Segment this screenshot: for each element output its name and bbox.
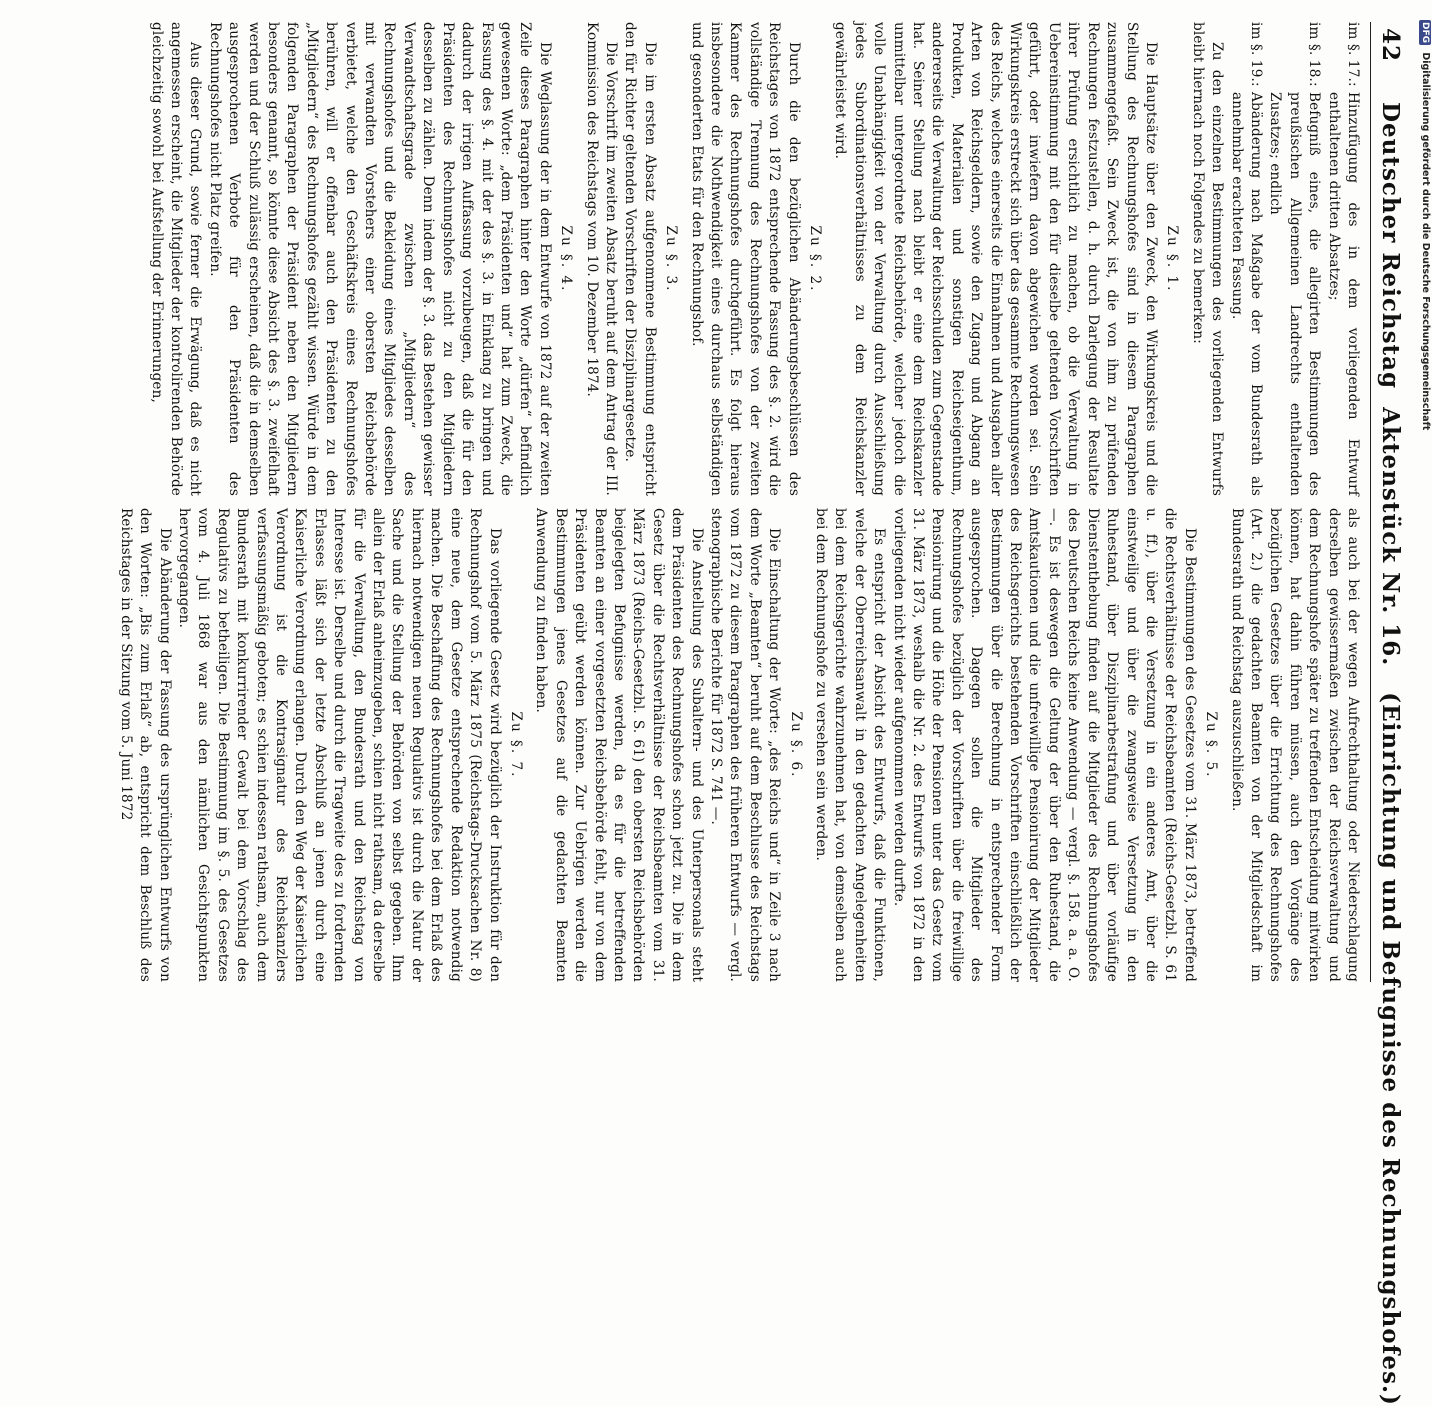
page-number: 42 [1377,28,1404,63]
section-heading: Zu §. 5. [1203,711,1220,779]
paragraph: Die Vorschrift im zweiten Absatz beruht auf dem Antrag der III. Kommission des Reichstags vom 10. Dezember 1874. [583,22,619,496]
section-heading: Zu §. 1. [1164,225,1181,293]
paragraph: Aus dieser Grund, sowie ferner die Erwägung, daß es nicht angemessen erscheint, die Mitglieder der kontrolirenden Behörde gleichzeitig sowohl bei Aufstellung der Erinnerungen, [148,22,204,496]
paragraph: Zu den einzelnen Bestimmungen des vorliegenden Entwurfs bleibt hiernach noch Folgendes zu bemerken: [1189,22,1226,496]
list-item [1265,22,1323,496]
paragraph: Die Hauptsätze über den Zweck, den Wirkungskreis und die Stellung des Rechnungshofes sind in diesem Paragraphen zusammengefaßt. Sein Zweck ist, die von ihm zu prüfenden Rechnungen festzustellen, d. h. durch Darlegung der Resultate ihrer Prüfung ersichtlich zu machen, ob die Verwaltung in Uebereinstimmung mit den für dieselbe geltenden Vorschriften geführt, oder inwiefern davon abgewichen worden sei. Sein Wirkungskreis erstreckt sich über das gesammte Rechnungswesen des Reichs, welches einerseits die Einnahmen und Ausgaben aller Arten von Reichsgeldern, sowie den Zugang und Abgang an Produkten, Materialien und sonstigen Reichseigenthum, andererseits die Verwaltung der Reichsschulden zum Gegenstande hat. Seiner Stellung nach bleibt er eine dem Reichskanzler unmittelbar untergeordnete Reichsbehörde, welcher jedoch die volle Unabhängigkeit von der Verwaltung durch Ausschließung jedes Subordinationsverhältnisses zu dem Reichskanzler gewährleistet wird. [832,22,1159,496]
paragraph: Die Einschaltung der Worte: „des Reichs und“ in Zeile 3 nach dem Worte „Beamten“ beruht auf dem Beschlusse des Reichstags vom 1872 zu diesem Paragraphen des früheren Entwurfs — vergl. stenographische Berichte für 1872 S. 741 —. [708,508,783,982]
credit-text: Digitalisierung gefördert durch die Deutsche Forschungsgemeinschaft [1420,52,1431,431]
paragraph: Die im ersten Absatz aufgenommene Bestimmung entspricht den für Richter geltenden Vorschriften der Disziplinargesetze. [622,22,658,496]
paragraph: Die Abänderung der Fassung des ursprünglichen Entwurfs von den Worten: „Bis zum Erlaß“ ab, entspricht dem Beschluß des Reichstages in der Sitzung vom 5. Juni 1872 [117,508,173,982]
paragraph: Es entspricht der Absicht des Entwurfs, daß die Funktionen, welche der Oberreichsanwalt in den gedachten Angelegenheiten bei dem Reichsgerichte wahrzunehmen hat, von demselben auch bei dem Rechnungshofe zu versehen sein werden. [813,508,888,982]
paragraph: Das vorliegende Gesetz wird bezüglich der Instruktion für den Rechnungshof vom 5. März 1875 (Reichstags-Drucksachen Nr. 8) eine neue, dem Gesetze entsprechende Redaktion notwendig machen. Die Beschaffung des Rechnungshofes bei dem Erlaß des hiernach notwendigen neuen Regulativs ist durch die Natur der Sache und die Stellung der Behörden von selbst gegeben. Ihm allein der Erlaß anheimzugeben, schien nicht rathsam, da derselbe für die Verwaltung, den Bundesrath und den Reichstag von Interesse ist. Derselbe und durch die Tragweite des zu fordernden Erlasses läßt sich der letzte Abschluß an jenen durch eine Kaiserliche Verordnung erlangen. Durch den Weg der Kaiserlichen Verordnung ist die Kontrasignatur des Reichskanzlers verfassungsmäßig geboten; es schien indessen rathsam, auch dem Bundesrath mit konkurrirender Gewalt bei dem Vorschlag des Regulativs zu betheiligen. Die Bestimmung im §. 5. des Gesetzes vom 4. Juli 1868 war aus den nämlichen Gesichtspunkten hervorgegangen. [176,508,503,982]
list-text: Hinzufügung des in dem vorliegenden Entwurf enthaltenen dritten Absatzes; [1325,92,1361,496]
section-heading: Zu §. 7. [507,711,524,779]
digitization-credit [1419,20,1431,430]
section-title: (Einrichtung und Befugnisse des Rechnungshofes.) [1377,692,1404,1406]
section-heading: Zu §. 3. [663,225,680,293]
list-key: im §. 17.: [1345,22,1361,87]
section-heading: Zu §. 6. [787,711,804,779]
paragraph: als auch bei der wegen Aufrechthaltung oder Niederschlagung derselben gewissermaßen zwischen der Reichsverwaltung und dem Rechnungshofe später zu treffenden Entscheidung mitwirken können, hat dahin führen müssen, auch den Vorgänge des bezüglichen Gesetzes über die Errichtung des Rechnungshofes (Art. 2.) die gedachten Beamten von der Mitgliedschaft im Bundesrath und Reichstag auszuschließen. [1228,508,1361,982]
document-number: Aktenstück Nr. 16. [1377,407,1404,667]
running-title: Deutscher Reichstag [1377,102,1404,390]
rotated-document-page [15,12,1410,1406]
paragraph: Die Weglassung der in dem Entwurfe von 1872 auf der zweiten Zeile dieses Paragraphen hinter den Worte „dürfen“ befindlich gewesenen Worte: „dem Präsidenten und“ hat zum Zweck, die Fassung des §. 4. mit der des §. 3. in Einklang zu bringen und dadurch der irrigen Auffassung vorzubeugen, daß die für den Präsidenten des Rechnungshofes nicht zu den Mitgliedern desselben zu zählen. Denn indem der §. 3. das Bestehen gewisser Verwandtschaftsgrade zwischen „Mitgliedern“ des Rechnungshofes und die Bekleidung eines Mitgliedes desselben mit verwandten Vorstehers einer obersten Reichsbehörde verbietet, welche den Geschäftskreis eines Rechnungshofes berühren, will er offenbar auch den Präsidenten zu den „Mitgliedern“ des Rechnungshofes gezählt wissen. Würde in dem folgenden Paragraphen der Präsident neben den Mitgliedern besonders genannt, so könnte diese Absicht des §. 3. zweifelhaft werden und der Schluß zulässig erscheinen, daß die in demselben ausgesprochenen Verbote für den Präsidenten des Rechnungshofes nicht Platz greifen. [206,22,553,496]
column-left [52,22,1362,496]
dfg-logo: DFG [1420,22,1430,44]
section-heading: Zu §. 2. [807,225,824,293]
list-text: Abänderung nach Maßgabe der vom Bundesrath als annehmbar erachteten Fassung. [1228,92,1264,496]
paragraph: Die Bestimmungen des Gesetzes vom 31. März 1873, betreffend die Rechtsverhältnisse der Reichsbeamten (Reichs-Gesetzbl. S. 61 u. ff.), über die Versetzung in ein anderes Amt, über die einstweilige und über die zwangsweise Versetzung in den Ruhestand, über Disziplinarbestrafung und über vorläufige Dienstenthebung finden auf die Mitglieder des Rechnungshofes des Deutschen Reichs keine Anwendung — vergl. §. 158. a. a. O. —. Es ist deswegen die Geltung der über den Ruhestand, die Amtskautionen und die unfreiwillige Pensionirung der Mitglieder des Reichsgerichts bestehenden Vorschriften einschließlich der Bestimmungen über die Berechnung in entsprechender Form ausgesprochen. Dagegen sollen die Mitglieder des Rechnungshofes bezüglich der Vorschriften über die freiwillige Pensionirung und die Höhe der Pensionen unter das Gesetz vom 31. März 1873, weshalb die Nr. 2. des Entwurfs von 1872 in den vorliegenden nicht wieder aufgenommen werden durfte. [890,508,1198,982]
column-right [52,508,1362,982]
list-item [1323,22,1362,496]
list-item [1226,22,1265,496]
paragraph: Die Anstellung des Subaltern- und des Unterpersonals steht dem Präsidenten des Rechnungshofes schon jetzt zu. Die in dem Gesetz über die Rechtsverhältnisse der Reichsbeamten vom 31. März 1873 (Reichs-Gesetzbl. S. 61) den obersten Reichsbehörden beigelegten Befugnisse werden, da es für die betreffenden Beamten an einer vorgesetzten Reichsbehörde fehlt, nur von dem Präsidenten geübt werden können. Zur Uebrigen werden die Bestimmungen jenes Gesetzes auf die gedachten Beamten Anwendung zu finden haben. [533,508,705,982]
text-columns [52,22,1362,982]
list-text: Befugniß eines, die allegirten Bestimmungen des preußischen Allgemeinen Landrechts enthaltenden Zusatzes; endlich [1267,92,1323,496]
page-header [1370,22,1404,1406]
section-heading: Zu §. 4. [558,225,575,293]
list-key: im §. 19.: [1247,22,1264,87]
paragraph: Durch die den bezüglichen Abänderungsbeschlüssen des Reichstages von 1872 entsprechende Fassung des §. 2. wird die vollständige Trennung des Rechnungshofes von der zweiten Kammer des Rechnungshofes durchgeführt. Es folgt hieraus insbesondere die Nothwendigkeit eines durchaus selbständigen und gesonderten Etats für den Rechnungshof. [688,22,802,496]
list-key: im §. 18.: [1306,22,1323,87]
